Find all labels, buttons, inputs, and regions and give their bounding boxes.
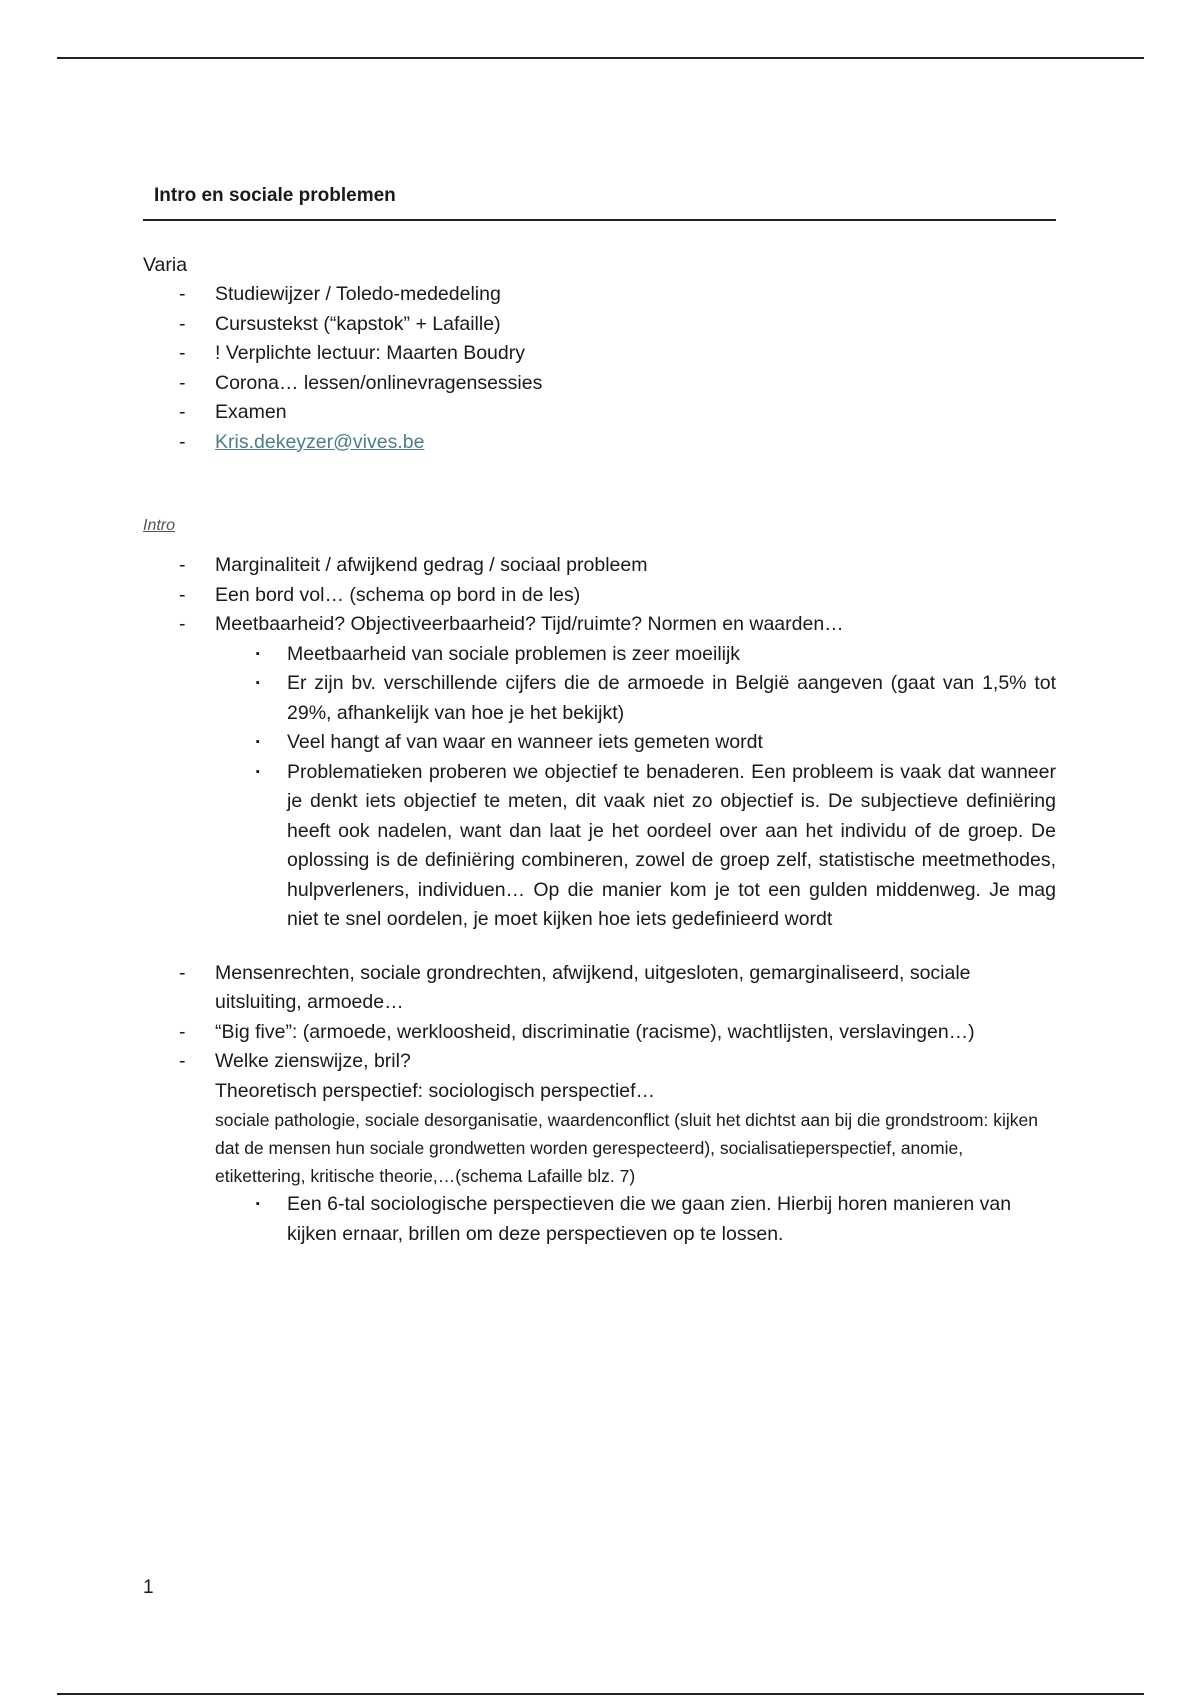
varia-list	[143, 280, 1056, 457]
page-body	[143, 185, 1056, 1249]
list-item: - Marginaliteit / afwijkend gedrag / sociaal probleem	[215, 551, 1056, 581]
intro-sublist-b	[215, 1190, 1056, 1249]
list-item	[215, 428, 1056, 458]
varia-section	[143, 251, 1056, 457]
intro-section	[143, 479, 1056, 1249]
spacer	[143, 935, 1056, 959]
title-rule	[143, 219, 1056, 221]
list-item: - Een bord vol… (schema op bord in de les)	[215, 581, 1056, 611]
list-item: - Cursustekst (“kapstok” + Lafaille)	[215, 310, 1056, 340]
list-item: - Mensenrechten, sociale grondrechten, afwijkend, uitgesloten, gemarginaliseerd, sociale uitsluiting, armoede…	[215, 959, 1056, 1018]
intro-label: Intro	[143, 517, 176, 534]
perspective-line: Theoretisch perspectief: sociologisch perspectief…	[215, 1079, 656, 1102]
email-link[interactable]: Kris.dekeyzer@vives.be	[215, 430, 425, 453]
sub-list-item: · Veel hangt af van waar en wanneer iets gemeten wordt	[287, 728, 1056, 758]
page-number: 1	[143, 1577, 154, 1598]
list-item	[215, 610, 1056, 935]
sub-list-item: · Meetbaarheid van sociale problemen is zeer moeilijk	[287, 640, 1056, 670]
intro-sublist-a	[215, 640, 1056, 935]
list-item	[215, 1047, 1056, 1249]
list-item: - Examen	[215, 398, 1056, 428]
intro-list-a	[143, 551, 1056, 935]
sub-list-item: · Problematieken proberen we objectief te benaderen. Een probleem is vaak dat wanneer je denkt iets objectief te meten, dit vaak niet zo objectief is. De subjectieve definiëring heeft ook nadelen, want dan laat je het oordeel over aan het individu of de groep. De oplossing is de definiëring combineren, zowel de groep zelf, statistische meetmethodes, hulpverleners, individuen… Op die manier kom je tot een gulden middenweg. Je mag niet te snel oordelen, je moet kijken hoe iets gedefinieerd wordt	[287, 758, 1056, 935]
list-item: - Studiewijzer / Toledo-mededeling	[215, 280, 1056, 310]
document-title: Intro en sociale problemen	[154, 185, 396, 206]
sub-list-item: · Er zijn bv. verschillende cijfers die de armoede in België aangeven (gaat van 1,5% tot 29%, afhankelijk van hoe je het bekijkt)	[287, 669, 1056, 728]
list-item: - ! Verplichte lectuur: Maarten Boudry	[215, 339, 1056, 369]
varia-label: Varia	[143, 254, 188, 276]
list-item-text: - Welke zienswijze, bril?	[215, 1050, 411, 1072]
sub-list-item: · Een 6-tal sociologische perspectieven die we gaan zien. Hierbij horen manieren van kijken ernaar, brillen om deze perspectieven op te lossen.	[287, 1190, 1056, 1249]
perspective-detail: sociale pathologie, sociale desorganisatie, waardenconflict (sluit het dichtst aan bij die grondstroom: kijken dat de mensen hun sociale grondwetten worden gerespecteerd), socialisatieperspectief, anomie, etikettering, kritische theorie,…(schema Lafaille blz. 7)	[215, 1110, 1038, 1186]
footer-rule	[57, 1693, 1144, 1695]
header-rule	[57, 57, 1144, 59]
list-item: - “Big five”: (armoede, werkloosheid, discriminatie (racisme), wachtlijsten, verslavingen…)	[215, 1018, 1056, 1048]
list-item-text: Meetbaarheid? Objectiveerbaarheid? Tijd/ruimte? Normen en waarden…	[215, 613, 844, 635]
list-item: - Corona… lessen/onlinevragensessies	[215, 369, 1056, 399]
intro-list-b	[143, 959, 1056, 1250]
